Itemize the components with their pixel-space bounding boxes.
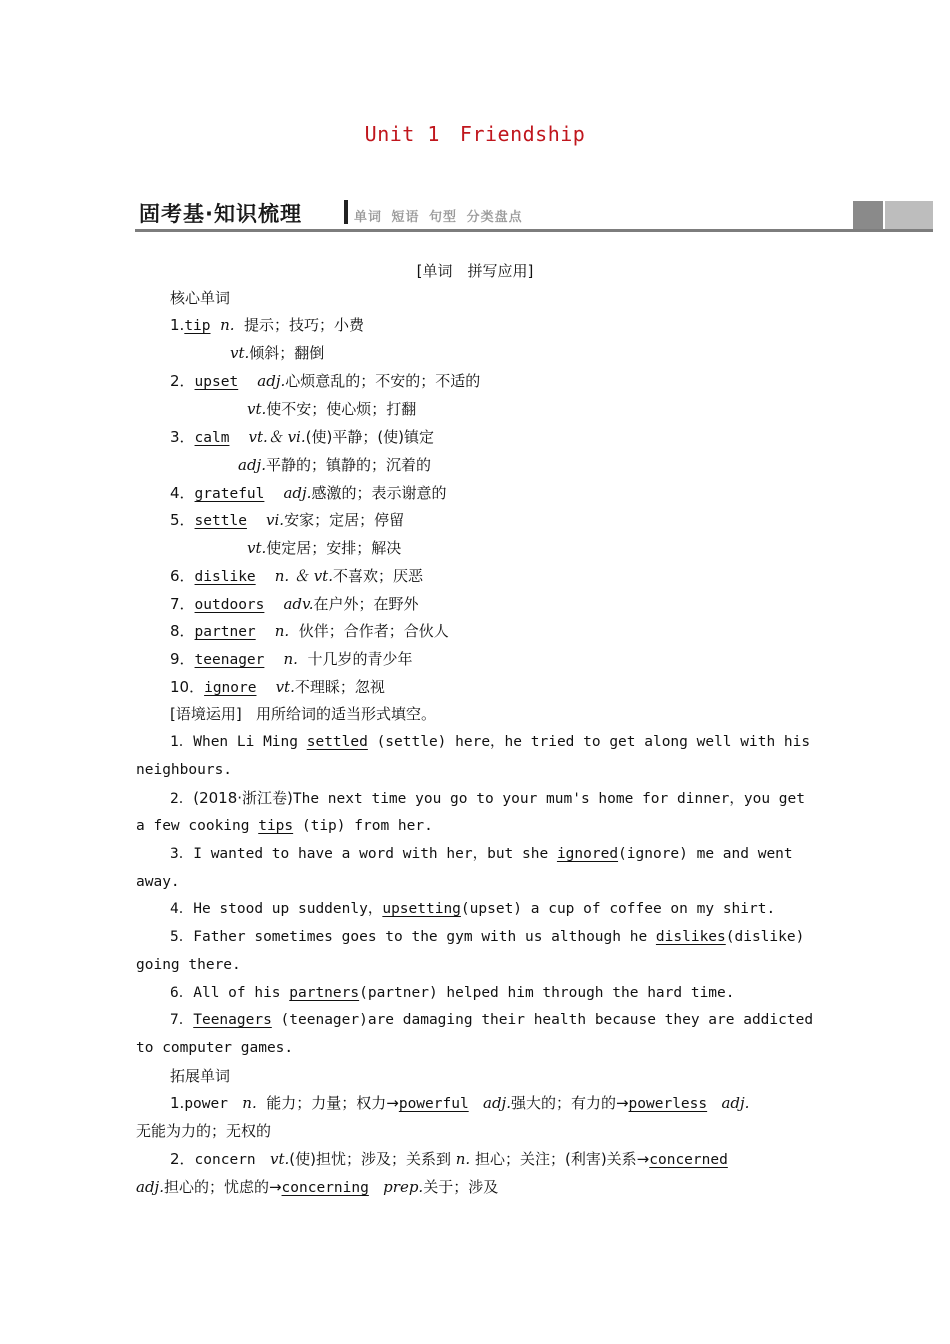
exercise-item: 1．When Li Ming settled (settle) here，he tried to get along well with his	[170, 734, 811, 750]
exercise-answer: Teenagers	[193, 1012, 272, 1028]
exercise-answer: settled	[306, 734, 368, 750]
core-word-item: 2．upset adj.心烦意乱的；不安的；不适的	[170, 372, 481, 390]
exercise-item: 4．He stood up suddenly，upsetting(upset) a cup of coffee on my shirt.	[170, 901, 776, 917]
core-word-sense: vt.使定居；安排；解决	[247, 539, 402, 557]
unit-name: Friendship	[459, 122, 586, 146]
exercise-continuation: a few cooking tips (tip) from her.	[136, 818, 433, 834]
section-banner	[135, 196, 933, 236]
core-word: ignore	[204, 680, 257, 696]
core-word: dislike	[194, 569, 256, 585]
core-words-heading: 核心单词	[170, 289, 231, 307]
core-word: upset	[194, 374, 239, 390]
exercise-answer: tips	[258, 818, 294, 834]
exercise-continuation: going there.	[136, 957, 241, 973]
core-word: calm	[194, 430, 230, 446]
core-word-item: 9．teenager n. 十几岁的青少年	[170, 650, 413, 668]
core-word: settle	[194, 513, 247, 529]
extended-continuation: 无能为力的；无权的	[136, 1122, 272, 1140]
core-word-item: 3．calm vt.＆ vi.(使)平静；(使)镇定	[170, 428, 435, 446]
extended-answer: powerful	[398, 1096, 469, 1112]
core-word-item: 1.tip n. 提示；技巧；小费	[170, 316, 365, 334]
context-heading: [语境运用] 用所给词的适当形式填空。	[170, 705, 437, 723]
core-word: outdoors	[194, 597, 265, 613]
exercise-item: 7．Teenagers (teenager)are damaging their health because they are addicted	[170, 1012, 814, 1028]
extended-words-heading: 拓展单词	[170, 1067, 231, 1085]
extended-continuation: adj.担心的；忧虑的→concerning prep.关于；涉及	[136, 1178, 499, 1196]
exercise-answer: partners	[289, 985, 360, 1001]
core-word-item: 6．dislike n. ＆ vt.不喜欢；厌恶	[170, 567, 423, 585]
exercise-item: 5．Father sometimes goes to the gym with us although he dislikes(dislike)	[170, 929, 805, 945]
exercise-answer: dislikes	[655, 929, 726, 945]
unit-number: Unit 1	[364, 122, 440, 146]
exercise-continuation: to computer games.	[136, 1040, 294, 1056]
unit-title	[0, 122, 950, 146]
core-word: partner	[194, 624, 256, 640]
core-word-sense: adj.平静的；镇静的；沉着的	[238, 456, 431, 474]
exercise-item: 3．I wanted to have a word with her，but she ignored(ignore) me and went	[170, 846, 793, 862]
exercise-answer: upsetting	[382, 901, 461, 917]
extended-word: concern	[194, 1152, 256, 1168]
banner-light-block	[885, 201, 933, 229]
extended-word-item: 2．concern vt.(使)担忧；涉及；关系到 n. 担心；关注；(利害)关系→concerned	[170, 1150, 728, 1168]
banner-divider	[344, 200, 348, 224]
exercise-item: 2．(2018·浙江卷)The next time you go to your mum's home for dinner，you get	[170, 789, 805, 807]
core-word-item: 8．partner n. 伙伴；合作者；合伙人	[170, 622, 449, 640]
core-word-item: 10．ignore vt.不理睬；忽视	[170, 678, 385, 696]
core-word-item: 7．outdoors adv.在户外；在野外	[170, 595, 419, 613]
banner-rule	[135, 229, 933, 232]
extended-answer: powerless	[628, 1096, 708, 1112]
banner-title: 固考基·知识梳理	[139, 202, 302, 226]
extended-word-item: 1.power n. 能力；力量；权力→powerful adj.强大的；有力的→powerless adj.	[170, 1094, 750, 1112]
extended-answer: concerned	[649, 1152, 728, 1168]
core-word: tip	[184, 318, 211, 334]
core-word-item: 4．grateful adj.感激的；表示谢意的	[170, 484, 447, 502]
section-heading: [单词 拼写应用]	[416, 262, 534, 280]
extended-answer: concerning	[281, 1180, 369, 1196]
banner-subtitle: 单词 短语 句型 分类盘点	[354, 210, 523, 225]
core-word-item: 5．settle vi.安家；定居；停留	[170, 511, 405, 529]
core-word: teenager	[194, 652, 265, 668]
exercise-continuation: away.	[136, 874, 180, 890]
core-word: grateful	[194, 486, 265, 502]
exercise-source: (2018·浙江卷)	[193, 789, 293, 807]
extended-word: power	[184, 1096, 228, 1112]
core-word-sense: vt.倾斜；翻倒	[230, 344, 325, 362]
exercise-answer: ignored	[556, 846, 619, 862]
banner-dark-block	[853, 201, 883, 229]
exercise-item: 6．All of his partners(partner) helped him through the hard time.	[170, 985, 735, 1001]
core-word-sense: vt.使不安；使心烦；打翻	[247, 400, 417, 418]
exercise-continuation: neighbours.	[136, 762, 233, 778]
